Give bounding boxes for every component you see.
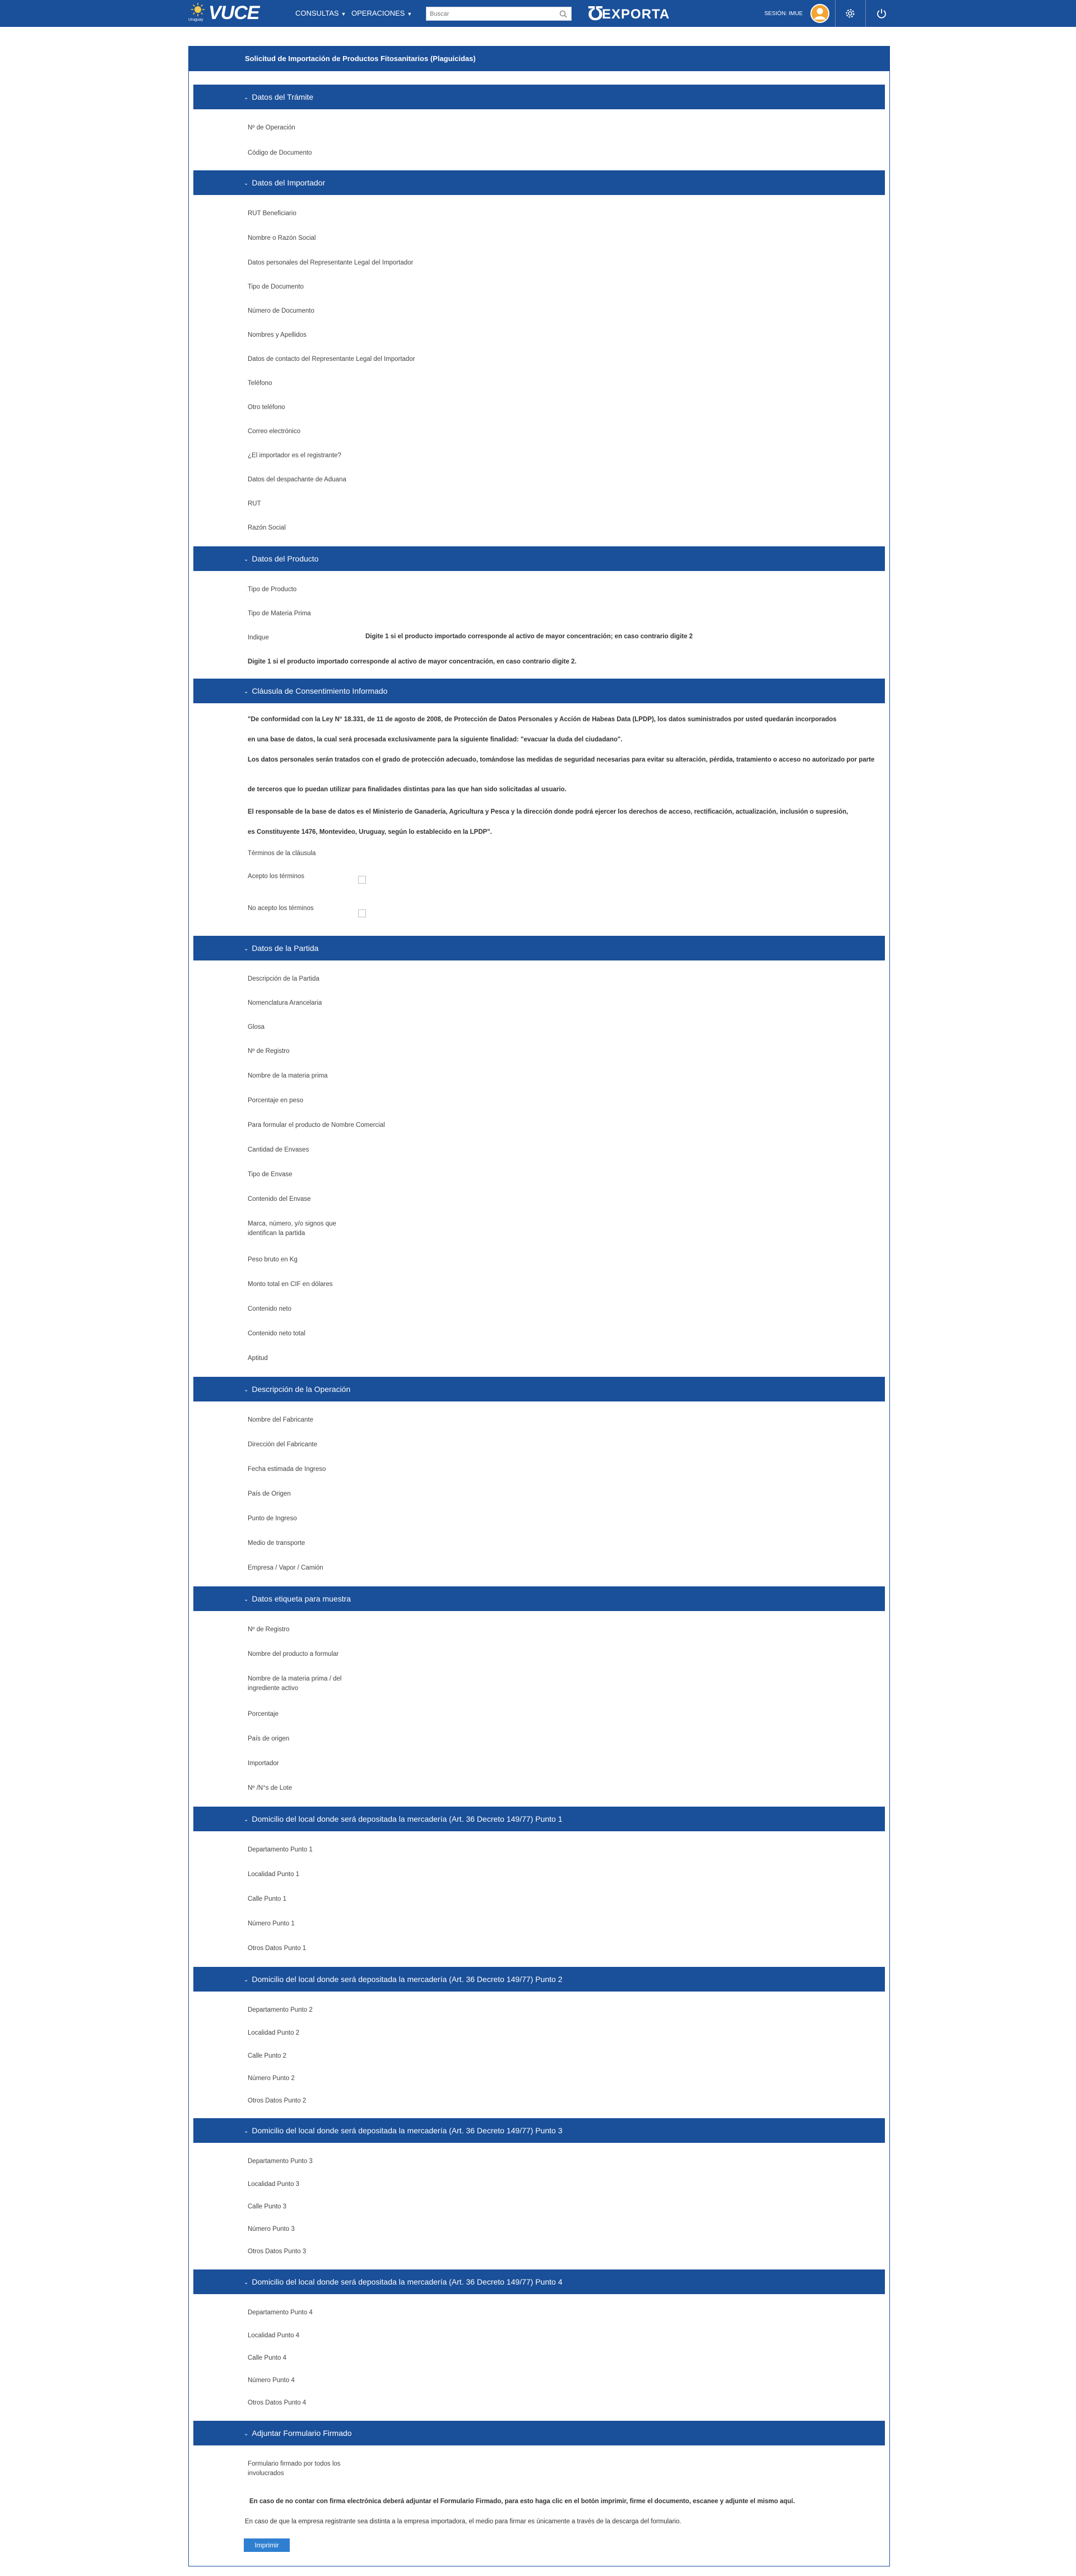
search-input[interactable] — [430, 9, 553, 19]
top-divider — [865, 0, 866, 27]
section-datos-partida[interactable] — [193, 936, 885, 960]
section-title: Datos del Trámite — [252, 92, 314, 101]
section-domicilio-punto-3[interactable] — [193, 2118, 885, 2143]
field-label: Localidad Punto 3 — [248, 2181, 300, 2188]
nav-operaciones-label: OPERACIONES — [351, 9, 405, 17]
field-label: Nombre del producto a formular — [248, 1651, 339, 1658]
field-label: Indique — [248, 634, 269, 641]
field-label: Departamento Punto 3 — [248, 2158, 313, 2165]
reject-terms-label: No acepto los términos — [248, 905, 314, 912]
field-label: Calle Punto 2 — [248, 2053, 287, 2059]
section-descripcion-operacion[interactable] — [193, 1377, 885, 1401]
field-label: Cantidad de Envases — [248, 1147, 309, 1153]
session-label: SESIÓN: IMUE — [764, 11, 803, 17]
field-label: Nombre de la materia prima / del ingrediente activo — [248, 1675, 342, 1692]
country-label: Uruguay — [188, 18, 203, 22]
clausula-paragraph: en una base de datos, la cual será procesada exclusivamente para la siguiente finalidad: "evacuar la duda del ciudadano". — [248, 736, 623, 743]
field-label: Departamento Punto 2 — [248, 2007, 313, 2013]
chevron-down-icon: ⌄ — [244, 556, 249, 563]
field-label: RUT — [248, 500, 261, 507]
field-label: Nº /N°s de Lote — [248, 1785, 293, 1791]
field-label: Otros Datos Punto 2 — [248, 2097, 307, 2104]
section-title: Adjuntar Formulario Firmado — [252, 2429, 352, 2438]
field-label: Correo electrónico — [248, 428, 300, 435]
field-label: Glosa — [248, 1024, 265, 1031]
field-label: Tipo de Producto — [248, 586, 297, 593]
chevron-down-icon: ⌄ — [244, 180, 249, 187]
field-label: Departamento Punto 1 — [248, 1846, 313, 1853]
chevron-down-icon: ▼ — [407, 11, 412, 17]
section-domicilio-punto-4[interactable] — [193, 2269, 885, 2294]
producto-note: Digite 1 si el producto importado corresponde al activo de mayor concentración, en caso contrario digite 2. — [248, 658, 577, 665]
field-label: Marca, número, y/o signos que identifican la partida — [248, 1220, 336, 1237]
form-card — [188, 46, 890, 2566]
field-label: RUT Beneficiario — [248, 210, 296, 217]
field-label: Nombres y Apellidos — [248, 332, 307, 338]
clausula-paragraph: Los datos personales serán tratados con el grado de protección adecuado, tomándose las medidas de seguridad necesarias para evitar su alteración, pérdida, tratamiento o acceso no autorizado por parte — [248, 756, 875, 763]
field-label: Nº de Registro — [248, 1626, 290, 1633]
field-label: Razón Social — [248, 525, 286, 531]
field-label: Número Punto 4 — [248, 2377, 295, 2384]
field-label: Número de Documento — [248, 308, 314, 314]
user-icon — [811, 5, 828, 22]
field-label: Localidad Punto 2 — [248, 2030, 300, 2036]
field-label: Aptitud — [248, 1355, 268, 1362]
field-label: Nombre de la materia prima — [248, 1073, 328, 1079]
field-label: Tipo de Documento — [248, 284, 304, 290]
section-title: Domicilio del local donde será depositada la mercadería (Art. 36 Decreto 149/77) Punto 4 — [252, 2277, 563, 2286]
field-label: Formulario firmado por todos los involucrados — [248, 2461, 341, 2477]
nav-operaciones[interactable] — [351, 9, 412, 18]
gear-icon[interactable] — [844, 7, 856, 20]
chevron-down-icon: ⌄ — [244, 1596, 249, 1603]
chevron-down-icon: ⌄ — [244, 1817, 249, 1823]
section-title: Domicilio del local donde será depositada la mercadería (Art. 36 Decreto 149/77) Punto 2 — [252, 1975, 563, 1984]
section-title: Datos etiqueta para muestra — [252, 1594, 351, 1603]
field-label: Medio de transporte — [248, 1540, 305, 1547]
field-label: Otros Datos Punto 3 — [248, 2248, 307, 2255]
chevron-down-icon: ⌄ — [244, 1387, 249, 1393]
field-label: Tipo de Envase — [248, 1171, 293, 1178]
field-label: Punto de Ingreso — [248, 1515, 297, 1522]
field-label: Localidad Punto 4 — [248, 2332, 300, 2339]
chevron-down-icon: ⌄ — [244, 2431, 249, 2437]
field-label: Importador — [248, 1760, 279, 1767]
field-label: Calle Punto 3 — [248, 2203, 287, 2210]
top-divider — [835, 0, 836, 27]
chevron-down-icon: ⌄ — [244, 946, 249, 952]
accept-terms-label: Acepto los términos — [248, 873, 304, 880]
clausula-paragraph: El responsable de la base de datos es el Ministerio de Ganadería, Agricultura y Pesca y la dirección donde podrá ejercer los derechos de acceso, rectificación, actualización, inclusión o supresión, — [248, 809, 848, 815]
clausula-paragraph: es Constituyente 1476, Montevideo, Uruguay, según lo establecido en la LPDP". — [248, 829, 492, 836]
section-title: Datos del Importador — [252, 178, 326, 187]
field-label: Código de Documento — [248, 150, 312, 156]
field-label: Datos del despachante de Aduana — [248, 476, 346, 483]
form-title: Solicitud de Importación de Productos Fitosanitarios (Plaguicidas) — [189, 47, 889, 71]
field-label: Contenido neto — [248, 1306, 292, 1312]
indique-instruction: Digite 1 si el producto importado corresponde al activo de mayor concentración; en caso contrario digite 2 — [365, 633, 693, 640]
section-title: Domicilio del local donde será depositada la mercadería (Art. 36 Decreto 149/77) Punto 1 — [252, 1814, 563, 1823]
clausula-paragraph: de terceros que lo puedan utilizar para finalidades distintas para las que han sido solicitadas al usuario. — [248, 786, 567, 793]
field-label: Datos personales del Representante Legal del Importador — [248, 259, 414, 266]
field-label: Teléfono — [248, 380, 272, 387]
nav-consultas-label: CONSULTAS — [295, 9, 339, 17]
field-label: Otro teléfono — [248, 404, 285, 411]
section-clausula-consentimiento[interactable] — [193, 679, 885, 703]
chevron-down-icon: ⌄ — [244, 1977, 249, 1983]
chevron-down-icon: ⌄ — [244, 689, 249, 695]
field-label: Empresa / Vapor / Camión — [248, 1565, 323, 1571]
search-icon[interactable] — [559, 10, 568, 18]
field-label: Número Punto 2 — [248, 2075, 295, 2082]
field-label: Calle Punto 4 — [248, 2355, 287, 2361]
clausula-paragraph: "De conformidad con la Ley N° 18.331, de 11 de agosto de 2008, de Protección de Datos Personales y Acción de Habeas Data (LPDP), los datos suministrados por usted quedarán incorporados — [248, 716, 837, 723]
field-label: Número Punto 3 — [248, 2226, 295, 2232]
power-icon[interactable] — [875, 7, 888, 20]
field-label: Nombre del Fabricante — [248, 1417, 313, 1423]
field-label: Departamento Punto 4 — [248, 2309, 313, 2316]
section-datos-importador[interactable] — [193, 170, 885, 195]
field-label: Número Punto 1 — [248, 1920, 295, 1927]
uruguay-exporta-logo — [587, 3, 669, 24]
print-button[interactable]: Imprimir — [244, 2538, 290, 2552]
field-label: Otros Datos Punto 1 — [248, 1945, 307, 1952]
section-title: Domicilio del local donde será depositada la mercadería (Art. 36 Decreto 149/77) Punto 3 — [252, 2126, 563, 2135]
field-label: Contenido neto total — [248, 1330, 305, 1337]
field-label: Para formular el producto de Nombre Comercial — [248, 1122, 385, 1129]
exporta-label: EXPORTA — [602, 7, 670, 22]
field-label: Contenido del Envase — [248, 1196, 311, 1203]
field-label: Peso bruto en Kg — [248, 1256, 298, 1263]
field-label: Porcentaje en peso — [248, 1097, 304, 1104]
chevron-down-icon: ⌄ — [244, 2280, 249, 2286]
field-label: Tipo de Materia Prima — [248, 610, 311, 617]
field-label: Descripción de la Partida — [248, 976, 319, 982]
chevron-down-icon: ▼ — [341, 11, 346, 17]
section-datos-tramite[interactable] — [193, 85, 885, 109]
user-avatar[interactable] — [810, 4, 829, 23]
field-label: Nº de Operación — [248, 124, 295, 131]
field-label: Otros Datos Punto 4 — [248, 2399, 307, 2406]
field-label: Localidad Punto 1 — [248, 1871, 300, 1878]
section-title: Cláusula de Consentimiento Informado — [252, 686, 388, 695]
field-label: Términos de la cláusula — [248, 850, 316, 857]
field-label: Calle Punto 1 — [248, 1896, 287, 1902]
section-title: Descripción de la Operación — [252, 1385, 351, 1394]
section-adjuntar-formulario[interactable] — [193, 2421, 885, 2445]
field-label: ¿El importador es el registrante? — [248, 452, 341, 459]
section-datos-etiqueta[interactable] — [193, 1586, 885, 1611]
uruguay-sun-icon — [191, 2, 205, 17]
field-label: Nº de Registro — [248, 1048, 290, 1055]
reject-terms-checkbox[interactable] — [358, 909, 366, 917]
field-label: Dirección del Fabricante — [248, 1441, 318, 1448]
chevron-down-icon: ⌄ — [244, 95, 249, 101]
search-box — [426, 7, 572, 21]
field-label: Nombre o Razón Social — [248, 235, 316, 242]
field-label: País de Origen — [248, 1491, 291, 1497]
field-label: País de origen — [248, 1735, 290, 1742]
section-title: Datos del Producto — [252, 554, 319, 563]
exporta-u-icon: Ʊ — [587, 2, 604, 25]
section-datos-producto[interactable] — [193, 546, 885, 571]
adjuntar-note: En caso de que la empresa registrante sea distinta a la empresa importadora, el medio para firmar es únicamente a través de la descarga del formulario. — [245, 2518, 681, 2525]
adjuntar-note: En caso de no contar con firma electrónica deberá adjuntar el Formulario Firmado, para esto haga clic en el botón imprimir, firme el documento, escanee y adjunte el mismo aquí. — [249, 2498, 795, 2505]
section-domicilio-punto-2[interactable] — [193, 1967, 885, 1992]
nav-consultas[interactable] — [295, 9, 346, 18]
section-title: Datos de la Partida — [252, 944, 319, 953]
field-label: Datos de contacto del Representante Legal del Importador — [248, 356, 415, 363]
vuce-logo[interactable]: VUCE — [208, 2, 259, 24]
chevron-down-icon: ⌄ — [244, 2128, 249, 2134]
field-label: Porcentaje — [248, 1711, 279, 1718]
field-label: Fecha estimada de Ingreso — [248, 1466, 326, 1473]
section-domicilio-punto-1[interactable] — [193, 1807, 885, 1831]
field-label: Nomenclatura Arancelaria — [248, 1000, 322, 1006]
top-navigation-bar — [0, 0, 1076, 27]
accept-terms-checkbox[interactable] — [358, 876, 366, 884]
field-label: Monto total en CIF en dólares — [248, 1281, 333, 1288]
